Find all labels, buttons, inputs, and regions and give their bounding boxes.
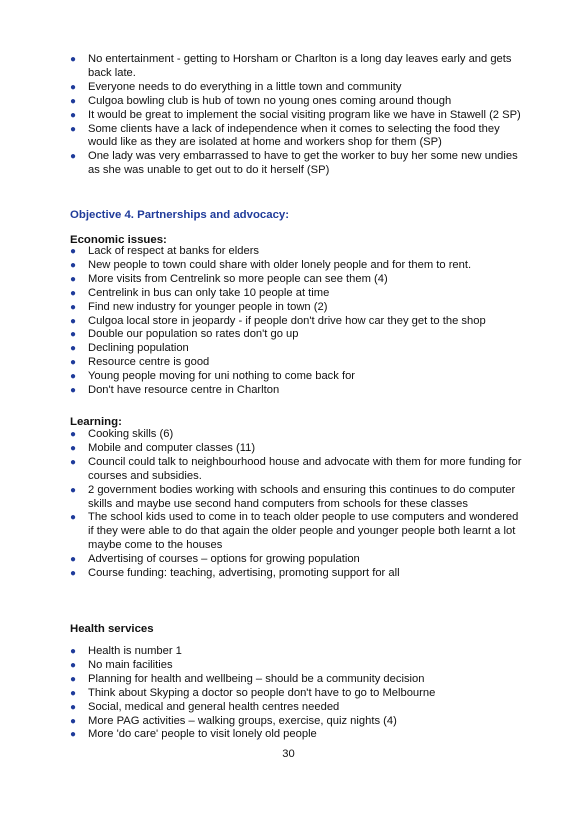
list-item-text: Don't have resource centre in Charlton xyxy=(88,384,280,397)
bullet-icon: ● xyxy=(70,123,77,135)
list-item-text: Lack of respect at banks for elders xyxy=(88,245,260,257)
bullet-icon: ● xyxy=(70,343,77,355)
list-item-text: Mobile and computer classes (11) xyxy=(88,441,256,454)
list-item-text: Some clients have a lack of independence when it comes to selecting the food they would like as they are isolated at home and workers shop for them (SP) xyxy=(88,122,500,149)
bullet-icon: ● xyxy=(70,287,77,299)
list-item-text: Everyone needs to do everything in a little town and community xyxy=(88,80,402,93)
list-item-text: Advertising of courses – options for growing population xyxy=(88,553,360,566)
list-item-text: No main facilities xyxy=(88,658,173,671)
list-item xyxy=(68,384,524,398)
list-item xyxy=(68,728,524,742)
bullet-icon: ● xyxy=(70,568,77,580)
list-item-text: More visits from Centrelink so more people can see them (4) xyxy=(88,272,388,285)
page-number: 30 xyxy=(282,748,295,760)
list-item-text: No entertainment - getting to Horsham or Charlton is a long day leaves early and gets back late. xyxy=(88,53,512,79)
bullet-icon: ● xyxy=(70,554,77,566)
list-item-text: More 'do care' people to visit lonely old people xyxy=(88,728,317,741)
list-item-text: Culgoa local store in jeopardy - if people don't drive how car they get to the shop xyxy=(88,314,486,327)
list-item xyxy=(68,315,524,329)
list-item-text: One lady was very embarrassed to have to get the worker to buy her some new undies as she was unable to get out to do it herself (SP) xyxy=(88,150,518,177)
list-item xyxy=(68,687,524,701)
economic-heading: Economic issues: xyxy=(70,234,167,246)
bullet-icon: ● xyxy=(70,371,77,383)
bullet-icon: ● xyxy=(70,456,77,468)
bullet-icon: ● xyxy=(70,646,77,657)
list-item xyxy=(68,287,524,301)
bullet-icon: ● xyxy=(70,442,77,454)
health-list xyxy=(68,645,524,742)
list-item xyxy=(68,245,524,259)
list-item xyxy=(68,567,524,581)
bullet-icon: ● xyxy=(70,673,77,685)
list-item xyxy=(68,715,524,729)
list-item xyxy=(68,673,524,687)
list-item xyxy=(68,370,524,384)
list-item-text: Resource centre is good xyxy=(88,356,210,369)
list-item xyxy=(68,53,524,81)
list-item xyxy=(68,456,524,484)
list-item-text: Cooking skills (6) xyxy=(88,428,174,440)
list-item xyxy=(68,328,524,342)
list-item xyxy=(68,273,524,287)
list-item xyxy=(68,553,524,567)
list-item xyxy=(68,511,524,553)
list-item-text: Think about Skyping a doctor so people don't have to go to Melbourne xyxy=(88,686,436,699)
list-item xyxy=(68,484,524,512)
list-item-text: Social, medical and general health centres needed xyxy=(88,700,340,713)
list-item xyxy=(68,442,524,456)
health-heading: Health services xyxy=(70,623,154,635)
list-item xyxy=(68,428,524,442)
bullet-icon: ● xyxy=(70,151,77,163)
bullet-icon: ● xyxy=(70,301,77,313)
bullet-icon: ● xyxy=(70,329,77,341)
list-item xyxy=(68,659,524,673)
list-item-text: Health is number 1 xyxy=(88,645,182,657)
list-item xyxy=(68,356,524,370)
list-item-text: Declining population xyxy=(88,342,189,355)
list-item-text: Find new industry for younger people in town (2) xyxy=(88,300,328,313)
list-item xyxy=(68,301,524,315)
bullet-icon: ● xyxy=(70,357,77,369)
list-item xyxy=(68,701,524,715)
learning-heading: Learning: xyxy=(70,416,122,428)
list-item xyxy=(68,342,524,356)
bullet-icon: ● xyxy=(70,109,77,121)
list-item-text: Centrelink in bus can only take 10 people at time xyxy=(88,286,330,299)
bullet-icon: ● xyxy=(70,715,77,727)
list-item-text: It would be great to implement the social visiting program like we have in Stawell (2 SP) xyxy=(88,108,521,121)
bullet-icon: ● xyxy=(70,95,77,107)
economic-list xyxy=(68,245,524,398)
list-item-text: Double our population so rates don't go up xyxy=(88,328,299,341)
bullet-icon: ● xyxy=(70,385,77,397)
list-item-text: Council could talk to neighbourhood house and advocate with them for more funding for courses and subsidies. xyxy=(88,455,522,482)
list-item-text: The school kids used to come in to teach older people to use computers and wondered if they were able to do that again the older people and younger people both learnt a lot maybe come to the houses xyxy=(88,511,519,552)
bullet-icon: ● xyxy=(70,484,77,496)
list-item-text: 2 government bodies working with schools and ensuring this continues to do computer skills and maybe use second hand computers from schools for these classes xyxy=(88,483,516,510)
bullet-icon: ● xyxy=(70,259,77,271)
bullet-icon: ● xyxy=(70,246,77,257)
bullet-icon: ● xyxy=(70,512,77,524)
list-item-text: Culgoa bowling club is hub of town no young ones coming around though xyxy=(88,94,452,107)
objective-heading: Objective 4. Partnerships and advocacy: xyxy=(70,209,290,221)
list-item xyxy=(68,259,524,273)
list-item xyxy=(68,81,524,95)
bullet-icon: ● xyxy=(70,54,77,65)
list-item-text: Young people moving for uni nothing to come back for xyxy=(88,370,356,383)
learning-list xyxy=(68,428,524,581)
list-item xyxy=(68,645,524,659)
list-item-text: Course funding: teaching, advertising, promoting support for all xyxy=(88,567,400,580)
bullet-icon: ● xyxy=(70,687,77,699)
bullet-icon: ● xyxy=(70,315,77,327)
list-item-text: New people to town could share with older lonely people and for them to rent. xyxy=(88,258,472,271)
list-item xyxy=(68,123,524,151)
bullet-icon: ● xyxy=(70,81,77,93)
list-item xyxy=(68,150,524,178)
bullet-icon: ● xyxy=(70,701,77,713)
list-item-text: Planning for health and wellbeing – should be a community decision xyxy=(88,672,425,685)
bullet-icon: ● xyxy=(70,429,77,440)
bullet-icon: ● xyxy=(70,273,77,285)
bullet-icon: ● xyxy=(70,729,77,741)
bullet-icon: ● xyxy=(70,659,77,671)
list-item xyxy=(68,109,524,123)
intro-list xyxy=(68,53,524,178)
list-item-text: More PAG activities – walking groups, exercise, quiz nights (4) xyxy=(88,714,397,727)
list-item xyxy=(68,95,524,109)
